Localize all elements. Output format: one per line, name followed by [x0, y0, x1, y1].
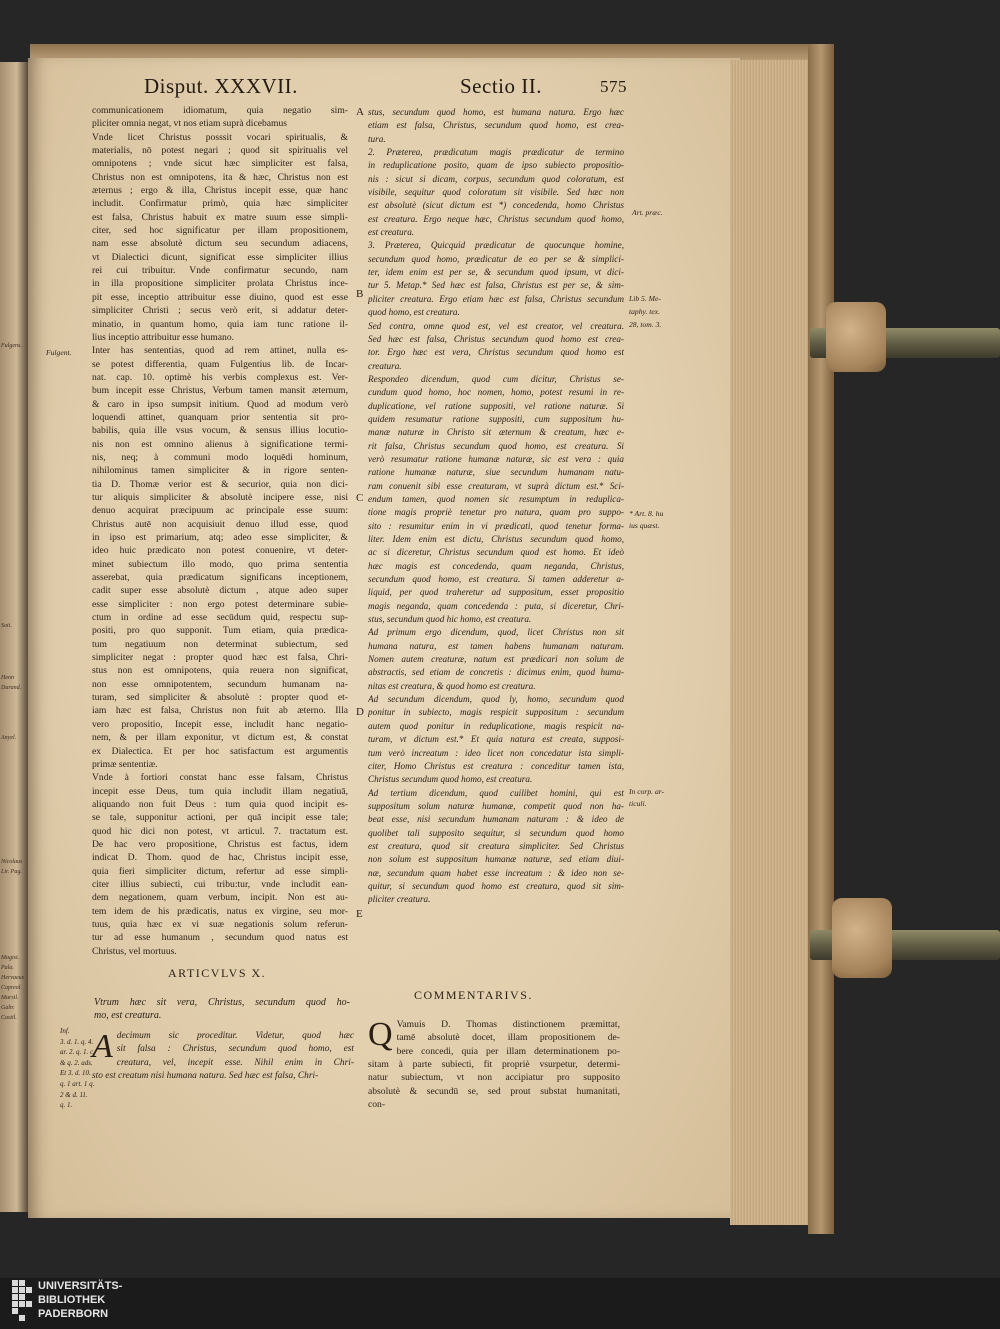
text-line: asserebat, quia prædicatum significans inceptionem,	[92, 572, 348, 584]
text-line: stus non est omnipotens, quia reuera non significat,	[92, 665, 348, 677]
text-line: quod hic dici non potest, vt articul. 7. tractatum est.	[92, 825, 348, 837]
text-line: iam hæc est falsa, Christus non fuit ab æterno. Illa	[92, 705, 348, 717]
library-name	[38, 1279, 122, 1321]
text-line: visibile, sequitur quod coloratum sit visibile. Sed hæc non	[368, 187, 624, 198]
right-column	[368, 106, 624, 907]
left-page-margin-note: Marsil.	[1, 995, 19, 1001]
text-line: ctum in ordine ad esse secūdum quid, respectu sup-	[92, 612, 348, 624]
text-line: æternus ; ergo & illa, Christus incepit esse, quæ hanc	[92, 185, 348, 197]
text-line: omnipotens ; vnde sicut hæc simpliciter est falsa,	[92, 158, 348, 170]
text-line: tum negatiuum non determinat subiectum, sed	[92, 638, 348, 650]
text-line: nem, & per illam exponitur, vt dictum est, & constat	[92, 732, 348, 744]
left-page-edge	[0, 62, 28, 1212]
text-line: indicat D. Thom. quod de hac, Christus incipit esse,	[92, 852, 348, 864]
text-line: con-	[368, 1099, 386, 1111]
text-line: citer illius subiecti, cui tribu:tur, vnde includit ean-	[92, 878, 348, 890]
margin-note-metaph-1: Lib 5. Me-	[629, 294, 661, 303]
left-page-margin-note: Pala.	[1, 965, 14, 971]
margin-note: q. 1 art. 1 q.	[60, 1079, 95, 1088]
text-line: Vnde à fortiori constat hanc esse falsam, Christus	[92, 772, 348, 784]
text-line: primæ sententiæ.	[92, 758, 158, 770]
margin-note: q. 1.	[60, 1101, 73, 1110]
text-line: includit. Confirmatur primò, quia hæc simpliciter	[92, 198, 348, 210]
left-page-margin-note: Hervaeus	[1, 975, 24, 981]
library-name-line1: UNIVERSITÄTS-	[38, 1280, 123, 1292]
text-line: suppositum solum naturæ humanæ, competit quod non ha-	[368, 800, 624, 811]
text-line: communicationem idiomatum, quia negatio sim-	[92, 105, 348, 116]
text-line: sto est creatum nisi humana natura. Sed hæc est falsa, Chri-	[92, 1071, 319, 1082]
text-line: tem idem de his prædicatis, natus ex virgine, seu mor-	[92, 905, 348, 917]
text-line: humana natura, est tamen habens humanam naturam.	[368, 640, 624, 651]
text-line: natur subiectum, vt non accipiatur pro supposito	[368, 1072, 620, 1084]
text-line: simpliciter negat : propter quod hæc est falsa, Chri-	[92, 652, 348, 664]
text-line: cundum quod homo, hoc nomen, homo, potest resumi in re-	[368, 387, 624, 398]
margin-note: Inf.	[60, 1027, 70, 1035]
margin-note-metaph-2: taphy. tex.	[629, 307, 660, 316]
running-head-center: Sectio II.	[460, 74, 542, 98]
text-line: esse simpliciter : non ergo potest determinare subie-	[92, 598, 348, 610]
text-line: materialis, nō potest negari ; quod sit spiritualis vel	[92, 145, 348, 157]
text-line: in ipso est primarium, atq; adeo esse simpliciter, &	[92, 532, 348, 543]
text-line: quod homo, est creatura.	[368, 307, 460, 318]
text-line: pliciter omnia negat, vt nos etiam suprà dicebamus	[92, 118, 288, 130]
library-name-line2: BIBLIOTHEK	[38, 1294, 106, 1306]
left-page-margin-note: Magist.	[1, 955, 20, 961]
text-line: tione magis propriè tenetur pro natura, quam pro suppo-	[368, 507, 624, 518]
margin-note-art8-1: * Art. 8. hu	[629, 509, 664, 518]
text-line: in reduplicatione posito, quam de ipso subiecto propositio-	[368, 160, 624, 171]
text-line: abstractis, sed etiam de concretis : dicimus enim, quod huma-	[368, 667, 624, 678]
text-line: se tale, supponitur actioni, per quā incipit esse tale;	[92, 812, 348, 824]
text-line: aliquando non fuit Deus : tum quia quod incipit es-	[92, 798, 348, 810]
text-line: manæ naturæ in Christo sit æternum & creatum, hæc e-	[368, 427, 624, 438]
text-line: quidem resumatur ratione suppositi, cum suppositum hu-	[368, 413, 624, 424]
text-line: magis neganda, quam concedenda : puta, si diceretur, Chri-	[368, 600, 624, 611]
text-line: endum tamen, quod nomen sic resumptum in reduplica-	[368, 493, 624, 504]
text-line: quolibet tali supposito sequitur, si secundum quod homo	[368, 827, 624, 838]
text-line: sit falsa : Christus, secundum quod homo, est	[116, 1044, 354, 1055]
footer-bar	[0, 1278, 1000, 1329]
margin-note-incorp-1: In corp. ar-	[629, 787, 665, 796]
text-line: ex Dialectica. Et per hoc satisfactum est argumentis	[92, 745, 348, 757]
text-line: bere concedi, quia per illam determinationem po-	[396, 1045, 620, 1057]
section-letter-a: A	[356, 106, 364, 118]
text-line: est creatura.	[368, 227, 415, 238]
text-line: quitur, si secundum quod homo est creatura, quod sit sim-	[368, 880, 624, 891]
text-line: turam, vt dictum est.* Et quia natura est creata, supposi-	[368, 734, 624, 745]
articulus-body	[92, 1030, 354, 1083]
text-line: minet subiectum illo modo, quo prima sententia	[92, 558, 348, 570]
text-line: in illa propositione simpliciter prolata Christus ince-	[92, 278, 348, 290]
library-logo-icon	[12, 1280, 32, 1324]
text-line: non solum est suppositum humanæ naturæ, sed etiam diui-	[368, 854, 624, 865]
left-column	[92, 104, 348, 958]
text-line: vero propositio, Incepit esse, includit hanc negatio-	[92, 718, 348, 730]
articulus-margin-notes	[60, 1026, 95, 1111]
left-page-margin-note: Anyel.	[1, 735, 17, 741]
text-line: ideo huic prædicato non potest conuenire, vt deter-	[92, 545, 348, 557]
text-line: est creatura, quod sit creatura simpliciter. Sed Christus	[368, 840, 624, 851]
text-line: Christus autē non acquisiuit denuo illud esse, quod	[92, 518, 348, 530]
text-line: ter, idem enim est per se, & secundum quod ipsum, vt dici-	[368, 267, 624, 278]
text-line: vt Dialectici dicunt, significat esse simpliciter illius	[92, 251, 348, 263]
text-line: lius inceptio attribuitur esse humano.	[92, 331, 235, 343]
text-line: Christus secundum quod homo, est creatura.	[368, 774, 533, 785]
text-line: absolutè & secundū se, sed prout substat humanitati,	[368, 1085, 620, 1097]
margin-note-incorp-2: ticuli.	[629, 799, 647, 808]
margin-note-fulgent: Fulgent.	[46, 348, 72, 357]
text-line: nat. cap. 10. optimè his verbis complexus est. Ver-	[92, 371, 348, 383]
question-line: mo, est creatura.	[94, 1010, 162, 1022]
text-line: tum verò increatum : ideo licet non concedatur ista simpli-	[368, 747, 624, 758]
commentarius-body	[368, 1018, 620, 1111]
left-page-margin-notes	[0, 62, 28, 1212]
text-line: næ, secundum quam habet esse increatum : & ideo non se-	[368, 867, 624, 878]
clasp-lower	[832, 898, 892, 978]
text-line: bum incepit esse Christus, Verbum tamen mansit æternum,	[92, 385, 348, 397]
dropcap-a: A	[92, 1028, 113, 1065]
text-line: decimum sic proceditur. Videtur, quod hæc	[116, 1031, 354, 1041]
articulus-question	[94, 996, 350, 1023]
text-line: liter. Idem enim est dictu, Christus secundum quod homo,	[368, 534, 624, 544]
text-line: cadit super esse absolutè dictum , atque adeo super	[92, 585, 348, 597]
text-line: turam, sed simpliciter & absolutè : propter quod et-	[92, 692, 348, 704]
text-line: pliciter creatura.	[368, 894, 431, 905]
text-line: tia D. Thomæ verior est & securior, quia non dici-	[92, 478, 348, 490]
text-line: creatura, vel, incepit esse. Nihil enim in Chri-	[116, 1057, 354, 1068]
text-line: nitas est creatura, & quod homo est creatura.	[368, 680, 536, 691]
text-line: babilis, quia ille vsus vocum, & sensus illius locutio-	[92, 425, 348, 437]
text-line: pliciter creatura. Ergo etiam hæc est falsa, Christus secundum	[368, 293, 624, 304]
section-letter-d: D	[356, 706, 364, 718]
question-line: Vtrum hæc sit vera, Christus, secundum quod ho-	[94, 997, 350, 1008]
margin-note-art8-2: ius quæst.	[629, 521, 660, 530]
library-name-line3: PADERBORN	[38, 1308, 109, 1320]
text-line: quia fieri simpliciter dictum, refertur ad esse simpli-	[92, 865, 348, 877]
text-line: beat esse, nisi secundum humanam naturam : & ideo de	[368, 814, 624, 825]
text-line: se potest differentia, quam Fulgentius lib. de Incar-	[92, 358, 348, 370]
text-line: tur ad esse humanum , secundum quod natus est	[92, 932, 348, 944]
text-line: tur 5. Metap.* Sed hæc est falsa, Christus est per se, & sim-	[368, 280, 624, 291]
text-line: ratione humanæ naturæ, siue secundum humanam natu-	[368, 467, 624, 478]
text-line: Vamuis D. Thomas distinctionem præmittat,	[396, 1019, 620, 1030]
text-line: nam esse absolutè dictum seu secundum adiacens,	[92, 238, 348, 250]
text-line: sitam à parte subiecti, fit propriè vsurpetur, determi-	[368, 1059, 620, 1071]
margin-note: & q. 2. ads.	[60, 1058, 93, 1067]
text-line: Vnde licet Christus posssit vocari spiritualis, &	[92, 131, 348, 143]
margin-note: 2 & d. 11.	[60, 1090, 88, 1099]
text-line: est falsa, Christus habuit ex matre suum esse simpli-	[92, 211, 348, 223]
text-line: Sed contra, omne quod est, vel est creator, vel creatura.	[368, 320, 624, 331]
text-line: De hac vero propositione, Christus est factus, idem	[92, 838, 348, 850]
text-line: denuo acquirat præcipuum ac principale esse suum:	[92, 505, 348, 517]
left-page-margin-note: Soti.	[1, 623, 12, 629]
text-line: nis non est omnino alienus à significatione termi-	[92, 438, 348, 450]
left-page-margin-note: Nicolaus	[1, 859, 23, 865]
text-line: Ad tertium dicendum, quod cuilibet homini, qui est	[368, 787, 624, 798]
text-line: duplicatione, vel ratione suppositi, vel ratione naturæ. Si	[368, 400, 624, 411]
left-page-margin-note: Lir. Pag.	[1, 869, 22, 875]
text-line: non esse omnipotentem, secundum humanam na-	[92, 678, 348, 690]
text-line: simpliciter Christi ; secus verò erit, si addatur deter-	[92, 305, 348, 317]
articulus-heading: ARTICVLVS X.	[168, 966, 267, 980]
running-head-left: Disput. XXXVII.	[144, 74, 298, 98]
text-line: secundum quod homo, prædicatur de eo per se & simplici-	[368, 253, 624, 264]
left-page-margin-note: Gabr.	[1, 1005, 15, 1011]
text-line: tamē absolutè docet, illam propositionem de-	[396, 1032, 620, 1044]
text-line: dem negationem, quam verbum, incipit. Non est au-	[92, 892, 348, 904]
text-line: Ad secundum dicendum, quod ly, homo, secundum quod	[368, 694, 624, 705]
text-line: tor. Ergo hæc est vera, Christus secundum quod homo est	[368, 347, 624, 358]
text-line: 3. Præterea, Quicquid prædicatur de quocunque homine,	[368, 240, 624, 251]
text-line: 2. Præterea, prædicatum magis prædicatur de termino	[368, 147, 624, 158]
left-page-margin-note: Castil.	[1, 1015, 17, 1021]
text-line: creatura.	[368, 360, 402, 371]
text-line: hæc magis est concedenda, quam neganda, Christus,	[368, 560, 624, 571]
text-line: ram conuenit sibi esse creaturam, vt suprà dictum est.* Sci-	[368, 480, 624, 491]
page-edges	[730, 60, 812, 1225]
text-line: Ad primum ergo dicendum, quod, licet Christus non sit	[368, 627, 624, 638]
margin-note: ar. 2. q. 1. c.	[60, 1048, 95, 1057]
text-line: pit esse, inceptio attribuitur esse diuino, quod est esse	[92, 291, 348, 303]
margin-note: Et 3. d. 10.	[60, 1069, 91, 1078]
section-letter-e: E	[356, 908, 363, 920]
text-line: Nomen autem creaturæ, natum est prædicari non solum de	[368, 654, 624, 665]
section-letter-c: C	[356, 492, 364, 504]
text-line: est creatura. Ergo neque hæc, Christus secundum quod homo,	[368, 213, 624, 224]
text-line: tur aliquis simpliciter & absolutè incipere esse, nisi	[92, 491, 348, 503]
text-line: stus, secundum quod homo, est humana natura. Ergo hæc	[368, 107, 624, 117]
text-line: ac si diceretur, Christus secundum quod est homo. Et ideò	[368, 547, 624, 558]
commentarius-heading: COMMENTARIVS.	[414, 988, 533, 1002]
text-line: citer, Homo Christus est creatura : conceditur tamen ista,	[368, 760, 624, 771]
clasp-upper	[826, 302, 886, 372]
text-line: tuus, quia hæc ex vi suæ negationis solum referun-	[92, 918, 348, 930]
text-line: stus, secundum quod hic homo, est creatura.	[368, 614, 532, 625]
left-page-margin-note: Henn	[1, 675, 14, 681]
text-line: Inter has sententias, quod ad rem attinet, nulla es-	[92, 345, 348, 357]
text-line: Christus non est omnipotens, ita & hæc, Christus non est	[92, 171, 348, 183]
text-line: rei cui tribuitur. Vnde confirmatur secundo, nam	[92, 265, 348, 277]
dropcap-q: Q	[368, 1016, 393, 1053]
text-line: loquendi attinet, quanquam prior sententia sit pro-	[92, 411, 348, 423]
text-line: sito : resumitur enim in vi prædicati, quod tenetur forma-	[368, 520, 624, 531]
text-line: liquid, per quod traheretur ad suppositum, esset propositio	[368, 587, 624, 598]
section-letter-b: B	[356, 288, 364, 300]
text-line: secundum quod homo, est creatura. Si tamen adderetur a-	[368, 574, 624, 585]
left-page-margin-note: Capreol.	[1, 985, 22, 991]
text-line: tura.	[368, 133, 386, 144]
text-line: positi, pro quo supponit. Tum etiam, quia prædica-	[92, 625, 348, 637]
text-line: autem quod ponitur in reduplicatione, magis respicit na-	[368, 720, 624, 731]
text-line: incepit esse Deus, tum quia includit illam negatiuā,	[92, 785, 348, 797]
text-line: citer, sed hoc significatur per illam propositionem,	[92, 225, 348, 237]
margin-note-metaph-3: 28, tom. 3.	[629, 320, 662, 329]
text-line: ponitur in subiecto, magis respicit suppositum : secundum	[368, 707, 624, 718]
left-page-margin-note: Durand.	[1, 685, 22, 691]
text-line: & caro in ipso sumpsit initium. Quod ad modum verò	[92, 398, 348, 410]
margin-note-art-praec: Art. præc.	[632, 208, 663, 217]
text-line: nihilominus tamen simpliciter & in rigore senten-	[92, 465, 348, 477]
text-line: Respondeo dicendum, quod cum dicitur, Christus se-	[368, 373, 624, 384]
text-line: Sed hæc est falsa, Christus secundum quod homo est crea-	[368, 333, 624, 344]
page-number: 575	[600, 77, 627, 96]
text-line: verò resumatur ratione humanæ naturæ, sic est vera : quia	[368, 453, 624, 464]
text-line: Christus, vel mortuus.	[92, 945, 177, 957]
left-page-margin-note: Fulgens.	[1, 343, 22, 349]
text-line: etiam est falsa, Christus, secundum quod homo, est crea-	[368, 120, 624, 131]
text-line: nis : sicut si dicam, corpus, secundum quod coloratum, est	[368, 173, 624, 184]
text-line: minatio, in quantum homo, quia iam tunc ratione il-	[92, 318, 348, 330]
margin-note: 3. d. 1. q. 4.	[60, 1037, 94, 1046]
text-line: rit falsa, Christus secundum quod homo, est creatura. Si	[368, 440, 624, 451]
text-line: est absolutè (sicut dictum est *) concedenda, homo Christus	[368, 200, 624, 211]
book-cover-edge	[808, 44, 834, 1234]
text-line: nis, neq; à communi modo loquēdi hominum,	[92, 451, 348, 463]
